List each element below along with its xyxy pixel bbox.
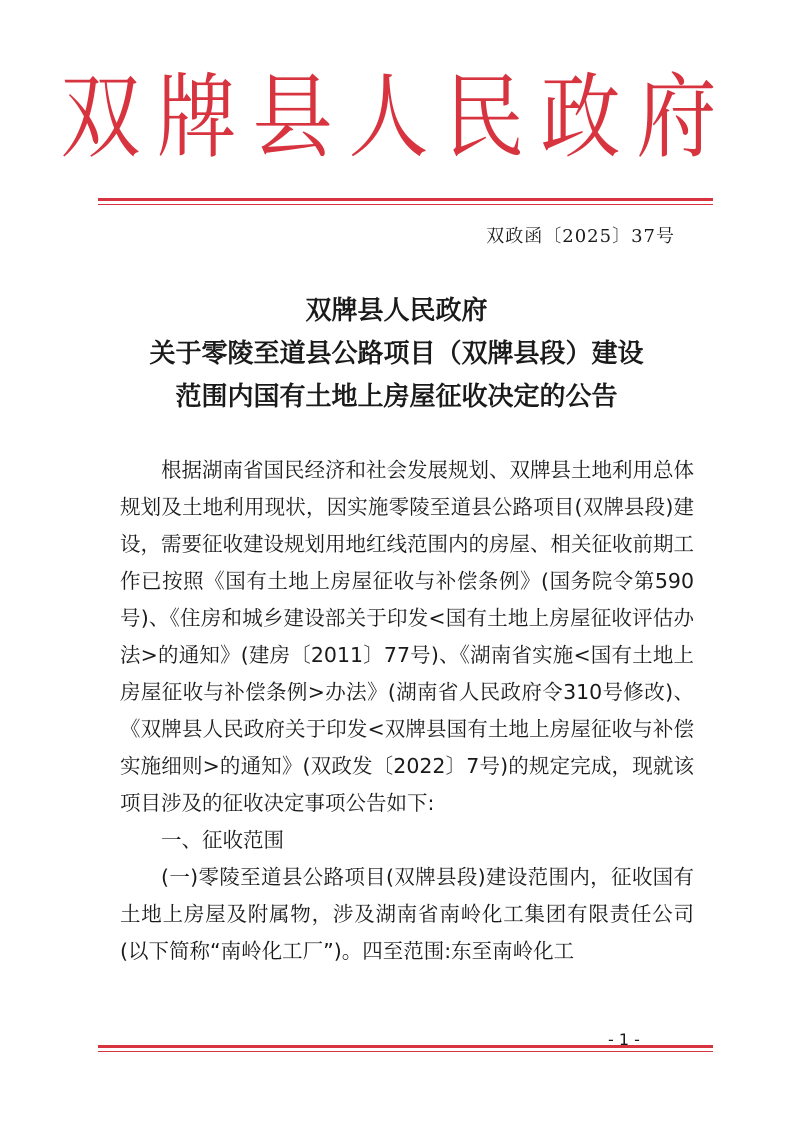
- body-paragraph-1: 根据湖南省国民经济和社会发展规划、双牌县土地利用总体规划及土地利用现状，因实施零陵至道县公路项目(双牌县段)建设，需要征收建设规划用地红线范围内的房屋、相关征收前期工作已按照《国有土地上房屋征收与补偿条例》(国务院令第590号)、《住房和城乡建设部关于印发<国有土地上房屋征收评估办法>的通知》(建房〔2011〕77号)、《湖南省实施<国有土地上房屋征收与补偿条例>办法》(湖南省人民政府令310号修改)、《双牌县人民政府关于印发<双牌县国有土地上房屋征收与补偿实施细则>的通知》(双政发〔2022〕7号)的规定完成，现就该项目涉及的征收决定事项公告如下:: [120, 458, 694, 815]
- body-paragraph-2: (一)零陵至道县公路项目(双牌县段)建设范围内，征收国有土地上房屋及附属物，涉及湖南省南岭化工集团有限责任公司(以下简称“南岭化工厂”)。四至范围:东至南岭化工: [120, 865, 694, 963]
- masthead-title: 双牌县人民政府: [60, 63, 733, 171]
- footer-rule-thin: [98, 1051, 713, 1052]
- title-line-1: 双牌县人民政府: [305, 296, 488, 326]
- title-line-2: 关于零陵至道县公路项目（双牌县段）建设: [149, 339, 644, 369]
- page-number: - 1 -: [608, 1030, 640, 1049]
- document-title: [0, 290, 793, 419]
- section-heading-1: 一、征收范围: [161, 828, 284, 852]
- document-body: [120, 452, 694, 970]
- masthead-rule-thick: [98, 198, 713, 201]
- document-number: 双政函〔2025〕37号: [486, 226, 675, 247]
- title-line-3: 范围内国有土地上房屋征收决定的公告: [175, 382, 618, 412]
- masthead-rule-thin: [98, 204, 713, 205]
